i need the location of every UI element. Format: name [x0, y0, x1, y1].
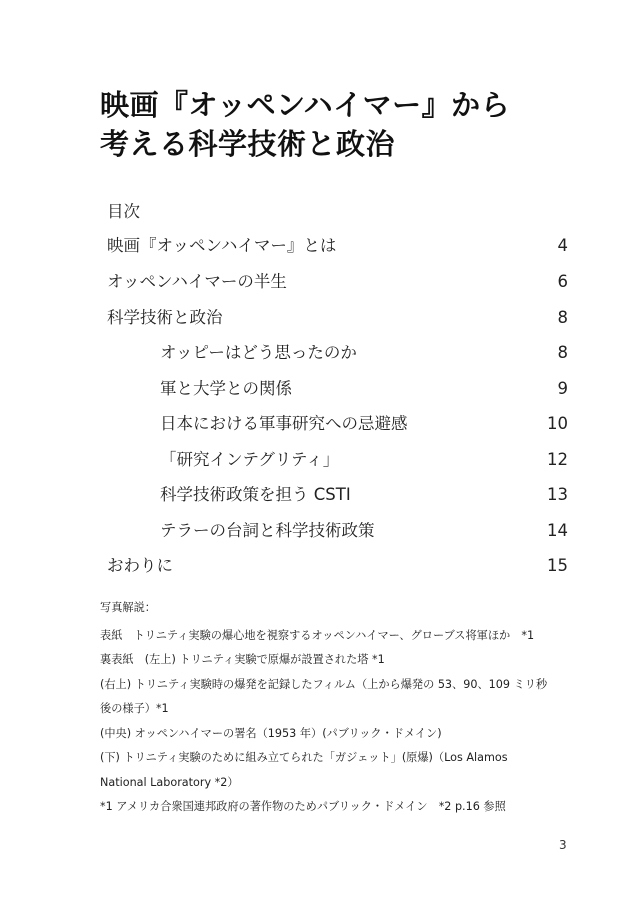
caption-line: (中央) オッペンハイマーの署名（1953 年）(パブリック・ドメイン) [100, 727, 442, 740]
caption-line: (右上) トリニティ実験時の爆発を記録したフィルム（上から爆発の 53、90、109 ミリ秒 [100, 678, 548, 691]
toc-entry-label: 軍と大学との関係 [160, 379, 292, 398]
toc-entry-page: 9 [557, 379, 568, 398]
toc-entry-page: 10 [547, 414, 568, 433]
toc-entry-page: 15 [547, 556, 568, 575]
toc-entry-label: 映画『オッペンハイマー』とは [107, 236, 337, 255]
toc-entry-page: 8 [557, 308, 568, 327]
toc-subentry[interactable] [160, 483, 568, 507]
toc-entry-label: テラーの台詞と科学技術政策 [160, 521, 375, 540]
toc-subentry[interactable] [160, 448, 568, 472]
toc-entry-page: 14 [547, 521, 568, 540]
caption-line: 後の様子）*1 [100, 702, 169, 715]
toc-entry-label: 科学技術と政治 [107, 308, 223, 327]
page-number: 3 [559, 838, 567, 852]
toc-entry[interactable] [107, 234, 568, 258]
captions-heading: 写真解説： [100, 601, 156, 614]
toc-entry[interactable] [107, 306, 568, 330]
toc-entry-label: オッペンハイマーの半生 [107, 272, 287, 291]
toc-entry-page: 13 [547, 485, 568, 504]
caption-line: 表紙 トリニティ実験の爆心地を視察するオッペンハイマー、グローブス将軍ほか *1 [100, 629, 535, 642]
toc-entry-label: 科学技術政策を担う CSTI [160, 485, 351, 504]
toc-entry[interactable] [107, 270, 568, 294]
caption-line: National Laboratory *2） [100, 776, 239, 789]
page-title [100, 86, 580, 164]
toc-entry-label: 日本における軍事研究への忌避感 [160, 414, 408, 433]
toc-heading: 目次 [107, 202, 140, 221]
title-line-1: 映画『オッペンハイマー』から [100, 88, 511, 122]
toc-subentry[interactable] [160, 341, 568, 365]
toc-entry-page: 4 [557, 236, 568, 255]
toc-entry-label: オッピーはどう思ったのか [160, 343, 357, 362]
toc-entry-label: おわりに [107, 556, 173, 575]
caption-line: (下) トリニティ実験のために組み立てられた「ガジェット」(原爆)（Los Alamos [100, 751, 508, 764]
toc-entry-label: 「研究インテグリティ」 [160, 450, 340, 469]
toc-subentry[interactable] [160, 377, 568, 401]
toc-subentry[interactable] [160, 519, 568, 543]
caption-line: *1 アメリカ合衆国連邦政府の著作物のためパブリック・ドメイン *2 p.16 参照 [100, 800, 506, 813]
toc-entry-page: 12 [547, 450, 568, 469]
toc-subentry[interactable] [160, 412, 568, 436]
toc-entry-page: 8 [557, 343, 568, 362]
title-line-2: 考える科学技術と政治 [100, 127, 396, 161]
toc-entry[interactable] [107, 554, 568, 578]
toc-entry-page: 6 [557, 272, 568, 291]
caption-line: 裏表紙 (左上) トリニティ実験で原爆が設置された塔 *1 [100, 653, 385, 666]
